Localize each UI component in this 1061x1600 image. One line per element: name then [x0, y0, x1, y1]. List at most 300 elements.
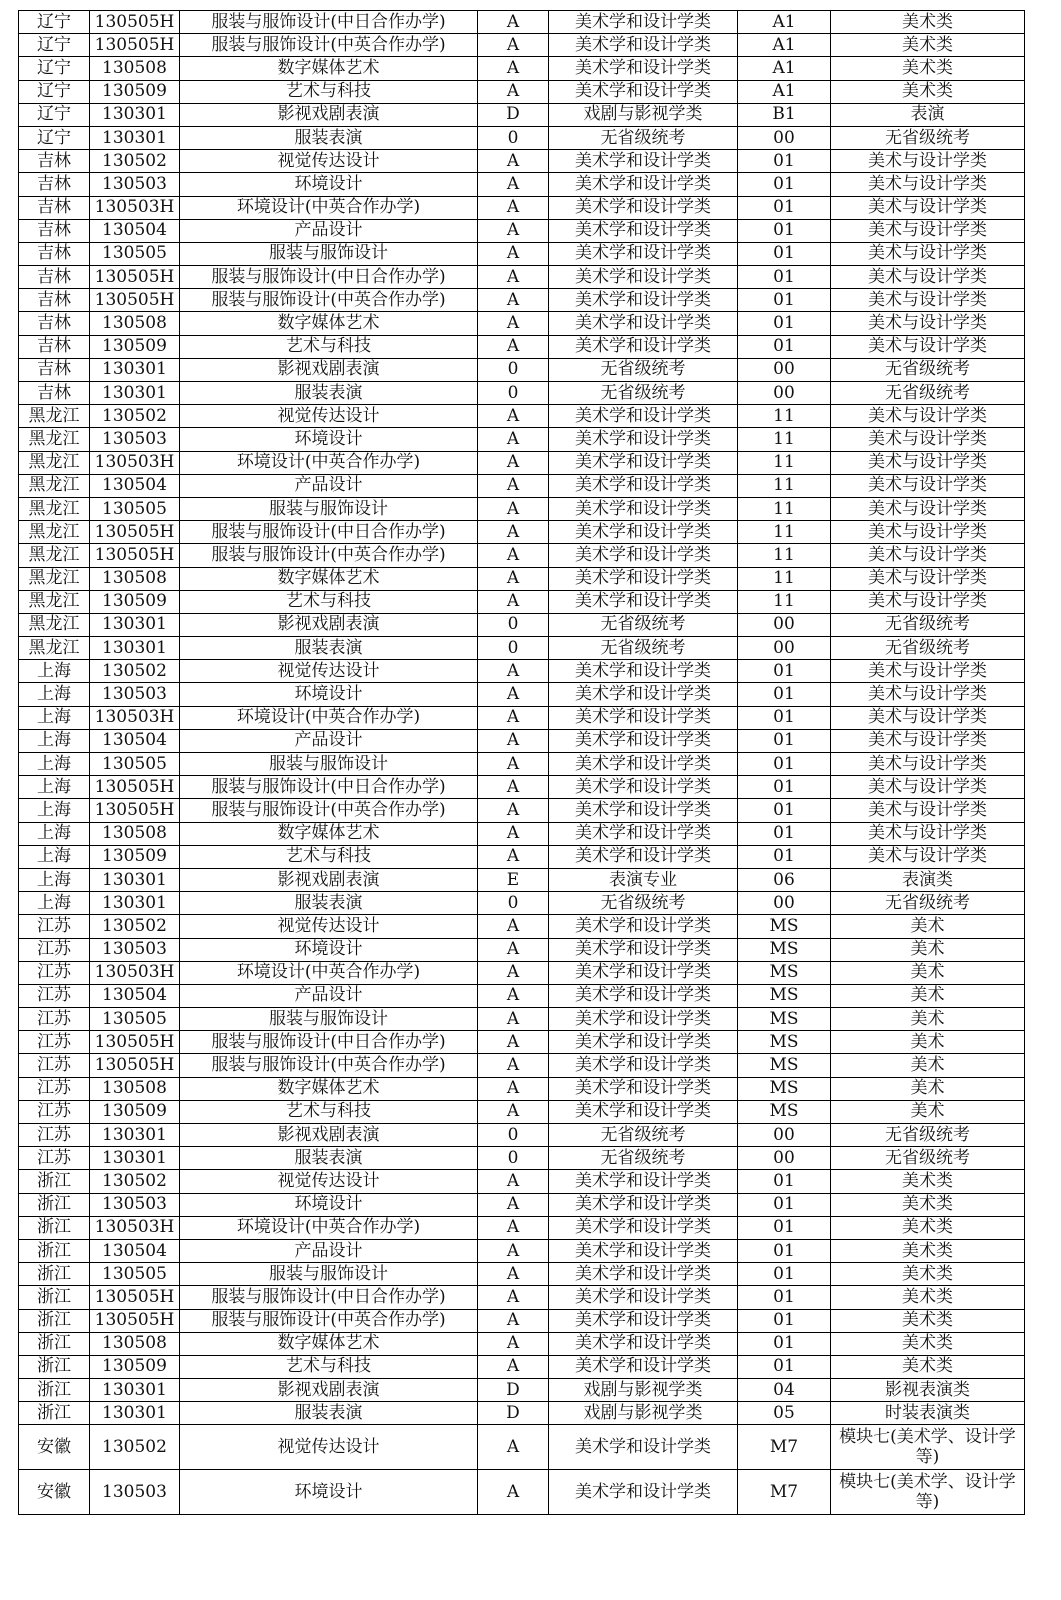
category-code-cell: 01 [738, 150, 831, 173]
exam-category-cell: 美术学和设计学类 [549, 1470, 738, 1515]
major-name-cell: 服装与服饰设计 [180, 242, 478, 265]
exam-category-cell: 无省级统考 [549, 1147, 738, 1170]
category-code-cell: MS [738, 961, 831, 984]
exam-type-cell: A [478, 1425, 549, 1470]
category-code-cell: 11 [738, 405, 831, 428]
category-name-cell: 美术与设计学类 [831, 799, 1025, 822]
exam-type-cell: E [478, 868, 549, 891]
category-code-cell: 06 [738, 868, 831, 891]
category-code-cell: 01 [738, 776, 831, 799]
table-row [19, 915, 1025, 938]
major-code-cell: 130505H [90, 266, 180, 289]
category-name-cell: 无省级统考 [831, 1147, 1025, 1170]
major-code-cell: 130301 [90, 868, 180, 891]
exam-category-cell: 美术学和设计学类 [549, 961, 738, 984]
exam-category-cell: 美术学和设计学类 [549, 80, 738, 103]
major-name-cell: 服装表演 [180, 382, 478, 405]
category-name-cell: 美术与设计学类 [831, 660, 1025, 683]
table-row [19, 289, 1025, 312]
major-code-cell: 130502 [90, 405, 180, 428]
major-code-cell: 130301 [90, 613, 180, 636]
exam-category-cell: 美术学和设计学类 [549, 219, 738, 242]
major-code-cell: 130504 [90, 219, 180, 242]
table-row [19, 1470, 1025, 1515]
exam-type-cell: A [478, 1286, 549, 1309]
table-row [19, 868, 1025, 891]
table-row [19, 845, 1025, 868]
table-row [19, 451, 1025, 474]
category-name-cell: 无省级统考 [831, 358, 1025, 381]
category-code-cell: 01 [738, 799, 831, 822]
table-row [19, 196, 1025, 219]
exam-category-cell: 戏剧与影视学类 [549, 1402, 738, 1425]
major-code-cell: 130505H [90, 34, 180, 57]
category-name-cell: 美术 [831, 915, 1025, 938]
table-row [19, 892, 1025, 915]
major-name-cell: 影视戏剧表演 [180, 613, 478, 636]
exam-type-cell: A [478, 173, 549, 196]
exam-type-cell: A [478, 590, 549, 613]
major-name-cell: 影视戏剧表演 [180, 358, 478, 381]
category-name-cell: 美术类 [831, 1355, 1025, 1378]
major-code-cell: 130502 [90, 1170, 180, 1193]
category-code-cell: 04 [738, 1379, 831, 1402]
category-name-cell: 美术与设计学类 [831, 312, 1025, 335]
exam-category-cell: 美术学和设计学类 [549, 799, 738, 822]
major-code-cell: 130505H [90, 521, 180, 544]
table-row [19, 358, 1025, 381]
exam-category-cell: 美术学和设计学类 [549, 938, 738, 961]
major-name-cell: 服装与服饰设计(中英合作办学) [180, 1054, 478, 1077]
exam-category-cell: 美术学和设计学类 [549, 776, 738, 799]
category-code-cell: MS [738, 915, 831, 938]
exam-type-cell: A [478, 567, 549, 590]
major-code-cell: 130505H [90, 1309, 180, 1332]
table-row [19, 497, 1025, 520]
category-code-cell: 01 [738, 312, 831, 335]
category-name-cell: 美术与设计学类 [831, 590, 1025, 613]
major-code-cell: 130508 [90, 1077, 180, 1100]
category-name-cell: 模块七(美术学、设计学等) [831, 1425, 1025, 1470]
province-cell: 上海 [19, 822, 90, 845]
category-code-cell: 11 [738, 497, 831, 520]
major-name-cell: 数字媒体艺术 [180, 1077, 478, 1100]
exam-type-cell: A [478, 1332, 549, 1355]
exam-type-cell: A [478, 1239, 549, 1262]
province-cell: 上海 [19, 753, 90, 776]
category-name-cell: 美术与设计学类 [831, 451, 1025, 474]
province-cell: 浙江 [19, 1193, 90, 1216]
exam-category-cell: 美术学和设计学类 [549, 266, 738, 289]
exam-category-cell: 美术学和设计学类 [549, 335, 738, 358]
major-code-cell: 130503H [90, 706, 180, 729]
exam-category-cell: 无省级统考 [549, 637, 738, 660]
major-name-cell: 影视戏剧表演 [180, 103, 478, 126]
exam-category-cell: 无省级统考 [549, 358, 738, 381]
table-row [19, 80, 1025, 103]
category-name-cell: 美术与设计学类 [831, 242, 1025, 265]
exam-category-cell: 美术学和设计学类 [549, 405, 738, 428]
category-name-cell: 美术与设计学类 [831, 753, 1025, 776]
exam-type-cell: A [478, 984, 549, 1007]
exam-category-cell: 美术学和设计学类 [549, 34, 738, 57]
major-name-cell: 服装与服饰设计(中英合作办学) [180, 34, 478, 57]
exam-category-cell: 美术学和设计学类 [549, 173, 738, 196]
table-row [19, 428, 1025, 451]
major-name-cell: 环境设计(中英合作办学) [180, 1216, 478, 1239]
category-code-cell: 00 [738, 637, 831, 660]
province-cell: 上海 [19, 892, 90, 915]
major-name-cell: 艺术与科技 [180, 80, 478, 103]
table-row [19, 103, 1025, 126]
category-code-cell: 11 [738, 474, 831, 497]
province-cell: 吉林 [19, 173, 90, 196]
major-name-cell: 服装与服饰设计(中日合作办学) [180, 11, 478, 34]
major-code-cell: 130509 [90, 590, 180, 613]
exam-category-cell: 美术学和设计学类 [549, 845, 738, 868]
category-code-cell: 01 [738, 1286, 831, 1309]
major-name-cell: 影视戏剧表演 [180, 1379, 478, 1402]
category-name-cell: 美术与设计学类 [831, 405, 1025, 428]
major-code-cell: 130504 [90, 729, 180, 752]
exam-type-cell: A [478, 242, 549, 265]
exam-category-cell: 美术学和设计学类 [549, 150, 738, 173]
category-code-cell: A1 [738, 11, 831, 34]
major-name-cell: 服装与服饰设计 [180, 1008, 478, 1031]
category-name-cell: 无省级统考 [831, 382, 1025, 405]
major-name-cell: 服装与服饰设计 [180, 753, 478, 776]
province-cell: 吉林 [19, 150, 90, 173]
table-row [19, 34, 1025, 57]
exam-type-cell: A [478, 428, 549, 451]
exam-type-cell: A [478, 1031, 549, 1054]
exam-type-cell: A [478, 1263, 549, 1286]
table-row [19, 1031, 1025, 1054]
major-code-cell: 130503 [90, 1193, 180, 1216]
exam-type-cell: A [478, 1170, 549, 1193]
category-name-cell: 无省级统考 [831, 613, 1025, 636]
major-name-cell: 视觉传达设计 [180, 150, 478, 173]
category-name-cell: 美术类 [831, 1263, 1025, 1286]
major-name-cell: 环境设计 [180, 683, 478, 706]
table-row [19, 822, 1025, 845]
exam-type-cell: A [478, 938, 549, 961]
province-cell: 黑龙江 [19, 521, 90, 544]
category-name-cell: 美术与设计学类 [831, 521, 1025, 544]
category-name-cell: 美术与设计学类 [831, 567, 1025, 590]
exam-category-cell: 美术学和设计学类 [549, 451, 738, 474]
admissions-table [18, 10, 1025, 1515]
exam-category-cell: 美术学和设计学类 [549, 1263, 738, 1286]
category-code-cell: 01 [738, 845, 831, 868]
province-cell: 上海 [19, 868, 90, 891]
category-code-cell: 00 [738, 1147, 831, 1170]
major-name-cell: 服装与服饰设计 [180, 1263, 478, 1286]
table-row [19, 1355, 1025, 1378]
table-row [19, 1216, 1025, 1239]
province-cell: 辽宁 [19, 34, 90, 57]
province-cell: 浙江 [19, 1286, 90, 1309]
category-code-cell: 05 [738, 1402, 831, 1425]
province-cell: 江苏 [19, 1147, 90, 1170]
table-row [19, 1077, 1025, 1100]
province-cell: 辽宁 [19, 57, 90, 80]
category-name-cell: 影视表演类 [831, 1379, 1025, 1402]
category-code-cell: M7 [738, 1425, 831, 1470]
province-cell: 黑龙江 [19, 613, 90, 636]
province-cell: 黑龙江 [19, 544, 90, 567]
table-row [19, 1124, 1025, 1147]
category-name-cell: 无省级统考 [831, 1124, 1025, 1147]
table-body [19, 11, 1025, 1515]
province-cell: 江苏 [19, 1031, 90, 1054]
table-row [19, 637, 1025, 660]
category-name-cell: 表演类 [831, 868, 1025, 891]
category-name-cell: 美术与设计学类 [831, 266, 1025, 289]
exam-category-cell: 美术学和设计学类 [549, 1008, 738, 1031]
province-cell: 江苏 [19, 1077, 90, 1100]
major-name-cell: 影视戏剧表演 [180, 1124, 478, 1147]
category-code-cell: MS [738, 984, 831, 1007]
major-code-cell: 130508 [90, 822, 180, 845]
major-name-cell: 艺术与科技 [180, 1355, 478, 1378]
table-row [19, 219, 1025, 242]
major-code-cell: 130509 [90, 845, 180, 868]
category-name-cell: 时装表演类 [831, 1402, 1025, 1425]
province-cell: 浙江 [19, 1263, 90, 1286]
exam-type-cell: D [478, 103, 549, 126]
category-code-cell: 01 [738, 729, 831, 752]
province-cell: 浙江 [19, 1216, 90, 1239]
category-name-cell: 模块七(美术学、设计学等) [831, 1470, 1025, 1515]
major-code-cell: 130509 [90, 1355, 180, 1378]
province-cell: 浙江 [19, 1170, 90, 1193]
major-code-cell: 130301 [90, 1124, 180, 1147]
exam-category-cell: 美术学和设计学类 [549, 312, 738, 335]
major-code-cell: 130301 [90, 637, 180, 660]
category-name-cell: 美术类 [831, 1193, 1025, 1216]
exam-type-cell: A [478, 683, 549, 706]
category-code-cell: 01 [738, 219, 831, 242]
province-cell: 辽宁 [19, 103, 90, 126]
major-name-cell: 环境设计 [180, 938, 478, 961]
category-name-cell: 无省级统考 [831, 637, 1025, 660]
category-name-cell: 美术与设计学类 [831, 474, 1025, 497]
exam-category-cell: 美术学和设计学类 [549, 497, 738, 520]
province-cell: 吉林 [19, 289, 90, 312]
major-code-cell: 130502 [90, 1425, 180, 1470]
province-cell: 浙江 [19, 1402, 90, 1425]
category-code-cell: 01 [738, 706, 831, 729]
category-name-cell: 美术类 [831, 1170, 1025, 1193]
exam-type-cell: 0 [478, 1124, 549, 1147]
major-code-cell: 130301 [90, 126, 180, 149]
exam-type-cell: A [478, 474, 549, 497]
table-row [19, 776, 1025, 799]
table-row [19, 150, 1025, 173]
category-name-cell: 表演 [831, 103, 1025, 126]
major-code-cell: 130505H [90, 776, 180, 799]
exam-type-cell: A [478, 219, 549, 242]
category-name-cell: 美术 [831, 1077, 1025, 1100]
major-name-cell: 环境设计(中英合作办学) [180, 706, 478, 729]
category-name-cell: 美术与设计学类 [831, 150, 1025, 173]
major-name-cell: 服装与服饰设计(中英合作办学) [180, 289, 478, 312]
exam-type-cell: A [478, 150, 549, 173]
table-row [19, 753, 1025, 776]
category-code-cell: 01 [738, 1309, 831, 1332]
major-code-cell: 130503 [90, 683, 180, 706]
table-row [19, 613, 1025, 636]
exam-category-cell: 美术学和设计学类 [549, 57, 738, 80]
exam-type-cell: A [478, 822, 549, 845]
exam-category-cell: 美术学和设计学类 [549, 289, 738, 312]
category-code-cell: MS [738, 1077, 831, 1100]
exam-type-cell: 0 [478, 613, 549, 636]
province-cell: 黑龙江 [19, 567, 90, 590]
major-code-cell: 130503H [90, 961, 180, 984]
province-cell: 黑龙江 [19, 451, 90, 474]
exam-type-cell: A [478, 544, 549, 567]
category-code-cell: M7 [738, 1470, 831, 1515]
exam-category-cell: 美术学和设计学类 [549, 590, 738, 613]
exam-category-cell: 美术学和设计学类 [549, 1054, 738, 1077]
category-name-cell: 美术类 [831, 57, 1025, 80]
category-name-cell: 美术与设计学类 [831, 219, 1025, 242]
major-code-cell: 130505H [90, 11, 180, 34]
exam-category-cell: 美术学和设计学类 [549, 196, 738, 219]
category-code-cell: MS [738, 1054, 831, 1077]
table-row [19, 405, 1025, 428]
exam-type-cell: A [478, 915, 549, 938]
table-row [19, 312, 1025, 335]
category-code-cell: MS [738, 1008, 831, 1031]
exam-category-cell: 美术学和设计学类 [549, 1286, 738, 1309]
major-code-cell: 130505H [90, 289, 180, 312]
major-name-cell: 服装与服饰设计(中英合作办学) [180, 799, 478, 822]
exam-category-cell: 美术学和设计学类 [549, 544, 738, 567]
category-name-cell: 美术与设计学类 [831, 706, 1025, 729]
province-cell: 浙江 [19, 1379, 90, 1402]
province-cell: 上海 [19, 799, 90, 822]
category-name-cell: 美术类 [831, 1239, 1025, 1262]
major-name-cell: 服装与服饰设计(中英合作办学) [180, 1309, 478, 1332]
exam-category-cell: 美术学和设计学类 [549, 1239, 738, 1262]
major-code-cell: 130505H [90, 1031, 180, 1054]
exam-type-cell: A [478, 961, 549, 984]
major-name-cell: 数字媒体艺术 [180, 567, 478, 590]
table-row [19, 266, 1025, 289]
exam-category-cell: 美术学和设计学类 [549, 915, 738, 938]
category-name-cell: 美术类 [831, 34, 1025, 57]
exam-type-cell: 0 [478, 637, 549, 660]
category-code-cell: 01 [738, 1170, 831, 1193]
major-code-cell: 130505H [90, 544, 180, 567]
table-row [19, 799, 1025, 822]
major-code-cell: 130508 [90, 567, 180, 590]
table-row [19, 57, 1025, 80]
province-cell: 上海 [19, 845, 90, 868]
exam-category-cell: 戏剧与影视学类 [549, 1379, 738, 1402]
category-code-cell: 11 [738, 521, 831, 544]
province-cell: 江苏 [19, 961, 90, 984]
major-name-cell: 服装表演 [180, 892, 478, 915]
table-row [19, 242, 1025, 265]
category-code-cell: 01 [738, 1355, 831, 1378]
major-code-cell: 130503 [90, 1470, 180, 1515]
province-cell: 上海 [19, 729, 90, 752]
table-row [19, 1286, 1025, 1309]
exam-type-cell: A [478, 196, 549, 219]
major-name-cell: 视觉传达设计 [180, 1425, 478, 1470]
major-name-cell: 环境设计 [180, 1470, 478, 1515]
exam-type-cell: A [478, 660, 549, 683]
exam-category-cell: 美术学和设计学类 [549, 428, 738, 451]
exam-type-cell: A [478, 1309, 549, 1332]
category-code-cell: 00 [738, 1124, 831, 1147]
exam-category-cell: 美术学和设计学类 [549, 1031, 738, 1054]
major-name-cell: 服装表演 [180, 637, 478, 660]
exam-category-cell: 美术学和设计学类 [549, 242, 738, 265]
category-code-cell: 01 [738, 1193, 831, 1216]
exam-category-cell: 美术学和设计学类 [549, 1332, 738, 1355]
major-code-cell: 130503 [90, 173, 180, 196]
exam-category-cell: 美术学和设计学类 [549, 1170, 738, 1193]
exam-type-cell: A [478, 312, 549, 335]
province-cell: 吉林 [19, 382, 90, 405]
category-name-cell: 美术与设计学类 [831, 729, 1025, 752]
exam-type-cell: A [478, 451, 549, 474]
table-row [19, 1332, 1025, 1355]
table-row [19, 1309, 1025, 1332]
major-code-cell: 130505 [90, 1008, 180, 1031]
major-code-cell: 130301 [90, 1402, 180, 1425]
province-cell: 浙江 [19, 1332, 90, 1355]
province-cell: 浙江 [19, 1355, 90, 1378]
category-name-cell: 美术与设计学类 [831, 845, 1025, 868]
province-cell: 安徽 [19, 1425, 90, 1470]
table-row [19, 11, 1025, 34]
table-row [19, 1008, 1025, 1031]
province-cell: 江苏 [19, 984, 90, 1007]
category-code-cell: 11 [738, 428, 831, 451]
category-name-cell: 无省级统考 [831, 126, 1025, 149]
exam-type-cell: 0 [478, 892, 549, 915]
major-code-cell: 130301 [90, 1147, 180, 1170]
exam-type-cell: D [478, 1379, 549, 1402]
exam-type-cell: A [478, 521, 549, 544]
exam-category-cell: 无省级统考 [549, 126, 738, 149]
major-code-cell: 130301 [90, 103, 180, 126]
exam-category-cell: 美术学和设计学类 [549, 984, 738, 1007]
category-code-cell: 01 [738, 242, 831, 265]
province-cell: 上海 [19, 706, 90, 729]
exam-category-cell: 美术学和设计学类 [549, 706, 738, 729]
category-code-cell: 01 [738, 1239, 831, 1262]
category-name-cell: 美术类 [831, 1216, 1025, 1239]
category-code-cell: 11 [738, 451, 831, 474]
exam-type-cell: A [478, 1100, 549, 1123]
major-name-cell: 服装与服饰设计(中日合作办学) [180, 266, 478, 289]
major-code-cell: 130301 [90, 382, 180, 405]
table-row [19, 683, 1025, 706]
major-code-cell: 130505H [90, 799, 180, 822]
major-code-cell: 130505 [90, 242, 180, 265]
major-name-cell: 产品设计 [180, 474, 478, 497]
category-name-cell: 美术与设计学类 [831, 822, 1025, 845]
major-name-cell: 数字媒体艺术 [180, 822, 478, 845]
major-code-cell: 130503H [90, 451, 180, 474]
